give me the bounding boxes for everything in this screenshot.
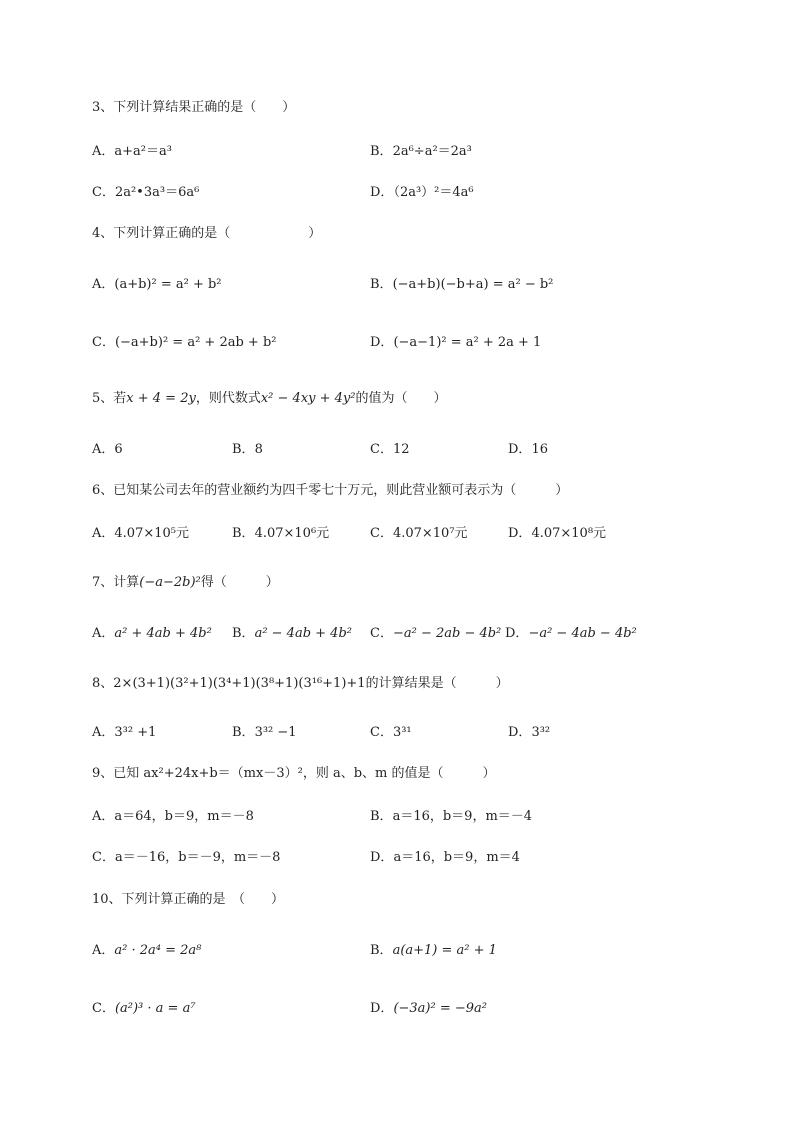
q7-option-d: D．−a² − 4ab − 4b² — [505, 626, 637, 641]
question-10-stem: 10、下列计算正确的是 （ ） — [92, 892, 285, 907]
q8-option-c: C．3³¹ — [370, 725, 412, 740]
q7-option-c: C．−a² − 2ab − 4b² — [370, 626, 502, 641]
q5-option-c: C．12 — [370, 442, 410, 457]
q9-option-a: A．a＝64，b＝9，m＝－8 — [92, 809, 254, 824]
q4-option-a: A．(a+b)² = a² + b² — [92, 277, 222, 292]
q10-option-d: D．(−3a)² = −9a² — [370, 1001, 487, 1016]
q8-option-b: B．3³² −1 — [232, 725, 297, 740]
question-8-stem: 8、2×(3+1)(3²+1)(3⁴+1)(3⁸+1)(3¹⁶+1)+1的计算结果是（ ） — [92, 676, 509, 691]
q9-option-d: D．a＝16，b＝9，m＝4 — [370, 850, 520, 865]
q5-option-a: A．6 — [92, 442, 123, 457]
q6-option-b: B．4.07×10⁶元 — [232, 526, 330, 541]
question-9-stem: 9、已知 ax²+24x+b＝（mx－3）²，则 a、b、m 的值是（ ） — [92, 766, 496, 781]
q8-option-a: A．3³² +1 — [92, 725, 157, 740]
q4-option-c: C．(−a+b)² = a² + 2ab + b² — [92, 335, 277, 350]
question-3-stem: 3、下列计算结果正确的是（ ） — [92, 100, 296, 115]
q10-option-c: C．(a²)³ · a = a⁷ — [92, 1001, 196, 1016]
q10-option-a: A．a² · 2a⁴ = 2a⁸ — [92, 943, 202, 958]
q10-option-b: B．a(a+1) = a² + 1 — [370, 943, 497, 958]
q9-option-c: C．a＝－16，b＝－9，m＝－8 — [92, 850, 281, 865]
q3-option-d: D．（2a³）²＝4a⁶ — [370, 185, 474, 200]
q5-option-b: B．8 — [232, 442, 263, 457]
question-4-stem: 4、下列计算正确的是（ ） — [92, 226, 322, 241]
q7-option-b: B．a² − 4ab + 4b² — [232, 626, 352, 641]
q6-option-d: D．4.07×10⁸元 — [508, 526, 607, 541]
q7-option-a: A．a² + 4ab + 4b² — [92, 626, 212, 641]
q6-option-c: C．4.07×10⁷元 — [370, 526, 468, 541]
q9-option-b: B．a＝16，b＝9，m＝－4 — [370, 809, 533, 824]
question-7-stem: 7、计算(−a−2b)²得（ ） — [92, 575, 279, 590]
q3-option-c: C．2a²•3a³＝6a⁶ — [92, 185, 200, 200]
question-5-stem: 5、若x + 4 = 2y，则代数式x² − 4xy + 4y²的值为（ ） — [92, 391, 447, 406]
question-6-stem: 6、已知某公司去年的营业额约为四千零七十万元，则此营业额可表示为（ ） — [92, 483, 569, 498]
q5-option-d: D．16 — [508, 442, 548, 457]
q4-option-b: B．(−a+b)(−b+a) = a² − b² — [370, 277, 554, 292]
q3-option-a: A．a+a²＝a³ — [92, 144, 172, 159]
q8-option-d: D．3³² — [508, 725, 551, 740]
q3-option-b: B．2a⁶÷a²＝2a³ — [370, 144, 472, 159]
q6-option-a: A．4.07×10⁵元 — [92, 526, 189, 541]
q4-option-d: D．(−a−1)² = a² + 2a + 1 — [370, 335, 542, 350]
